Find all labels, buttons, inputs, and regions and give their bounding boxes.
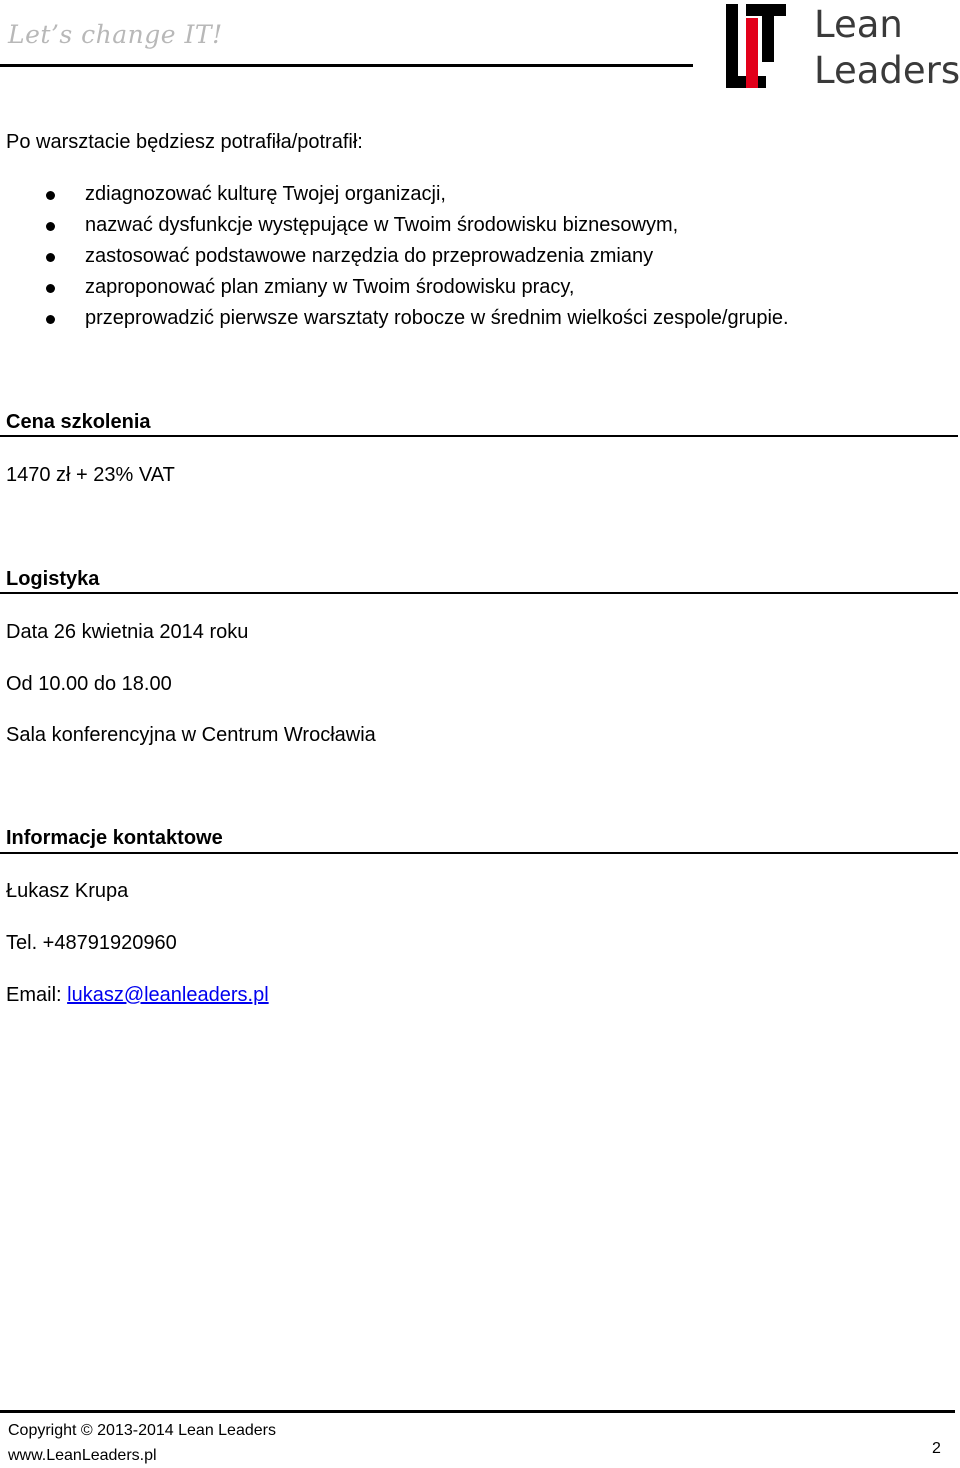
- outcomes-list: [0, 182, 789, 337]
- bullet-icon: [46, 253, 55, 262]
- logo-word-lean: Lean: [814, 3, 903, 46]
- logistics-time: Od 10.00 do 18.00: [6, 673, 172, 695]
- list-item: nazwać dysfunkcje występujące w Twoim środowisku biznesowym,: [0, 213, 789, 244]
- footer-website: www.LeanLeaders.pl: [8, 1447, 157, 1464]
- email-link[interactable]: lukasz@leanleaders.pl: [67, 984, 269, 1006]
- tagline: Let’s change IT!: [8, 20, 223, 49]
- bullet-icon: [46, 284, 55, 293]
- email-label: Email:: [6, 984, 68, 1006]
- contact-divider: [0, 852, 958, 854]
- bullet-icon: [46, 315, 55, 324]
- list-item: zdiagnozować kulturę Twojej organizacji,: [0, 182, 789, 213]
- contact-email-line: [6, 983, 269, 1007]
- list-item: zaproponować plan zmiany w Twoim środowisku pracy,: [0, 275, 789, 306]
- logistics-date: Data 26 kwietnia 2014 roku: [6, 621, 249, 643]
- header-divider: [0, 64, 693, 67]
- logo-word-leaders: Leaders: [814, 49, 960, 92]
- list-item: zastosować podstawowe narzędzia do przeprowadzenia zmiany: [0, 244, 789, 275]
- contact-name: Łukasz Krupa: [6, 880, 129, 902]
- logistics-divider: [0, 592, 958, 594]
- price-value: 1470 zł + 23% VAT: [6, 464, 175, 486]
- logistics-heading: Logistyka: [6, 568, 100, 590]
- lean-leaders-logo: [726, 4, 960, 90]
- contact-heading: Informacje kontaktowe: [6, 827, 223, 849]
- bullet-icon: [46, 191, 55, 200]
- logo-mark-icon: [726, 4, 786, 88]
- logistics-place: Sala konferencyjna w Centrum Wrocławia: [6, 724, 376, 746]
- list-item: przeprowadzić pierwsze warsztaty robocze w średnim wielkości zespole/grupie.: [0, 306, 789, 337]
- price-heading: Cena szkolenia: [6, 411, 151, 433]
- footer-copyright: Copyright © 2013-2014 Lean Leaders: [8, 1422, 276, 1439]
- contact-phone: Tel. +48791920960: [6, 932, 177, 954]
- price-divider: [0, 435, 958, 437]
- bullet-icon: [46, 222, 55, 231]
- page-number: 2: [932, 1440, 941, 1457]
- intro-text: Po warsztacie będziesz potrafiła/potrafił:: [6, 131, 363, 153]
- footer-divider: [0, 1410, 955, 1413]
